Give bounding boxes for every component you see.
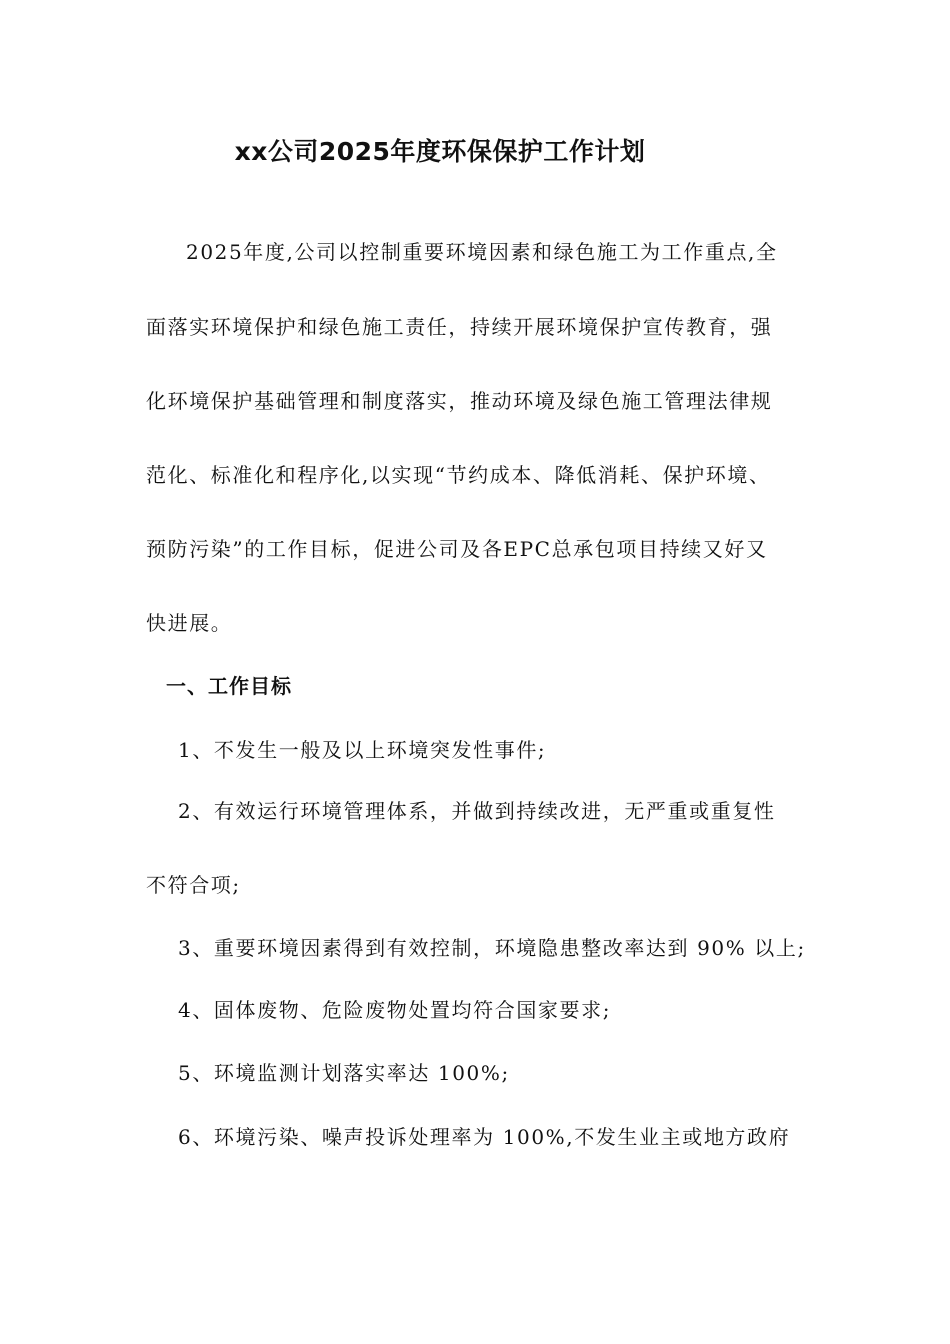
goal-item-1: 1、不发生一般及以上环境突发性事件; <box>178 738 547 762</box>
intro-line-2: 面落实环境保护和绿色施工责任，持续开展环境保护宣传教育，强 <box>146 315 773 339</box>
document-title: xx公司2025年度环保保护工作计划 <box>234 137 646 166</box>
intro-line-6: 快进展。 <box>146 611 233 635</box>
goal-item-5: 5、环境监测计划落实率达 100%; <box>178 1061 510 1085</box>
goal-item-2-line-2: 不符合项; <box>146 873 241 897</box>
goal-item-4: 4、固体废物、危险废物处置均符合国家要求; <box>178 998 612 1022</box>
section-heading-goals: 一、工作目标 <box>166 674 292 698</box>
goal-item-2-line-1: 2、有效运行环境管理体系，并做到持续改进，无严重或重复性 <box>178 799 776 823</box>
goal-item-6: 6、环境污染、噪声投诉处理率为 100%,不发生业主或地方政府 <box>178 1125 791 1149</box>
intro-line-5: 预防污染”的工作目标，促进公司及各EPC总承包项目持续又好又 <box>146 537 768 561</box>
goal-item-3: 3、重要环境因素得到有效控制，环境隐患整改率达到 90% 以上; <box>178 936 806 960</box>
intro-line-3: 化环境保护基础管理和制度落实，推动环境及绿色施工管理法律规 <box>146 389 773 413</box>
intro-line-1: 2025年度,公司以控制重要环境因素和绿色施工为工作重点,全 <box>186 240 778 264</box>
intro-line-4: 范化、标准化和程序化,以实现“节约成本、降低消耗、保护环境、 <box>146 463 771 487</box>
